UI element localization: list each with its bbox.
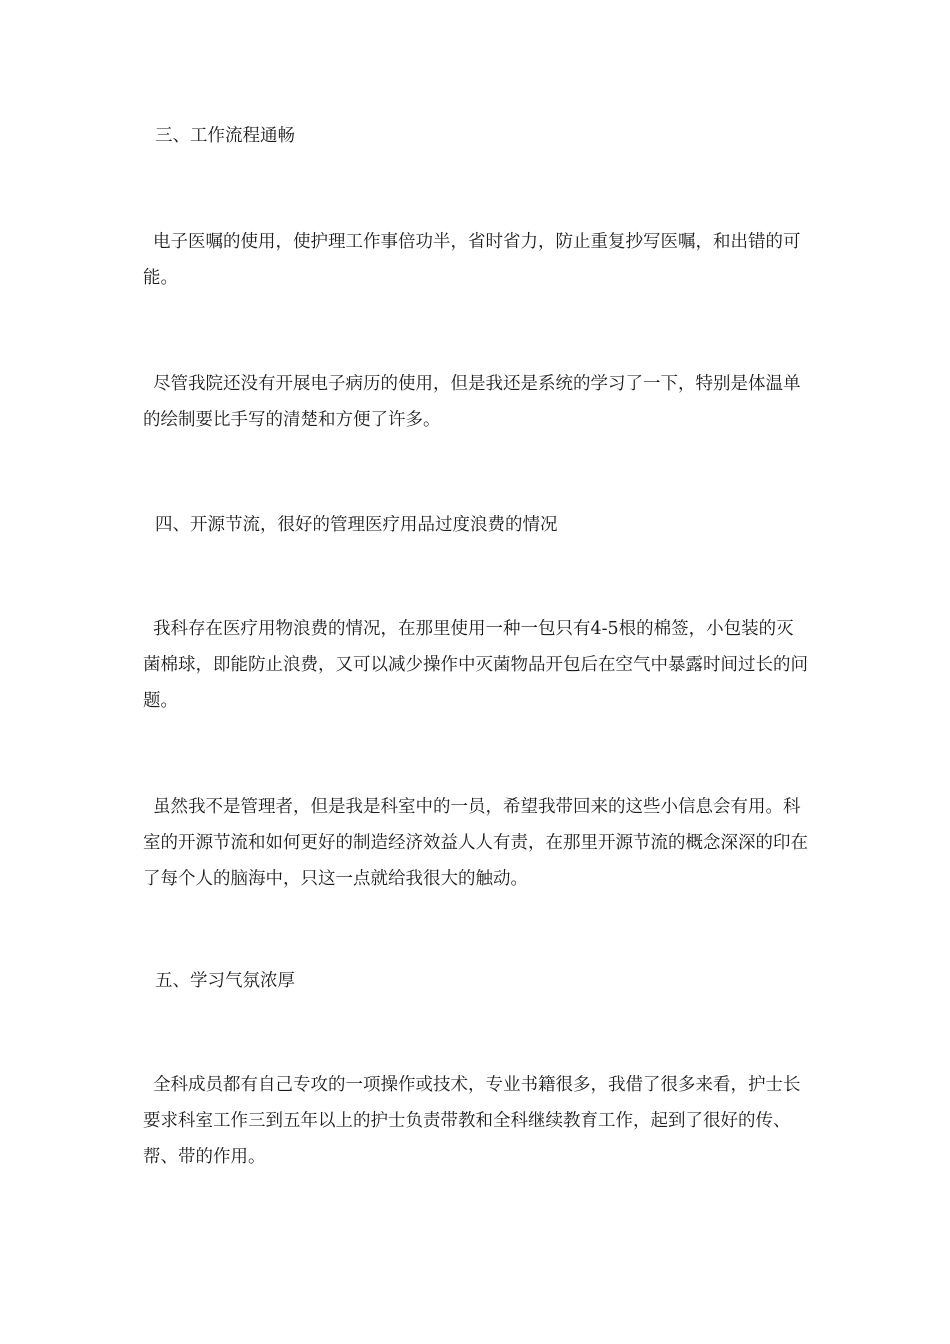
paragraph-management-reflection: 虽然我不是管理者，但是我是科室中的一员，希望我带回来的这些小信息会有用。科室的开源节流和如何更好的制造经济效益人人有责，在那里开源节流的概念深深的印在了每个人的脑海中，只这一点就给我很大的触动。 <box>143 797 808 889</box>
paragraph-learning-atmosphere: 全科成员都有自己专攻的一项操作或技术，专业书籍很多，我借了很多来看，护士长要求科室工作三到五年以上的护士负责带教和全科继续教育工作，起到了很好的传、帮、带的作用。 <box>143 1075 801 1167</box>
paragraph-electronic-orders: 电子医嘱的使用，使护理工作事倍功半，省时省力，防止重复抄写医嘱，和出错的可能。 <box>143 232 801 288</box>
section-heading-cost-saving: 四、开源节流，很好的管理医疗用品过度浪费的情况 <box>155 515 558 535</box>
section-heading-workflow: 三、工作流程通畅 <box>155 126 295 146</box>
section-heading-learning: 五、学习气氛浓厚 <box>155 971 295 991</box>
paragraph-supply-waste: 我科存在医疗用物浪费的情况，在那里使用一种一包只有4-5根的棉签，小包装的灭菌棉球，即能防止浪费，又可以减少操作中灭菌物品开包后在空气中暴露时间过长的问题。 <box>143 619 808 711</box>
paragraph-electronic-records: 尽管我院还没有开展电子病历的使用，但是我还是系统的学习了一下，特别是体温单的绘制要比手写的清楚和方便了许多。 <box>143 374 801 430</box>
